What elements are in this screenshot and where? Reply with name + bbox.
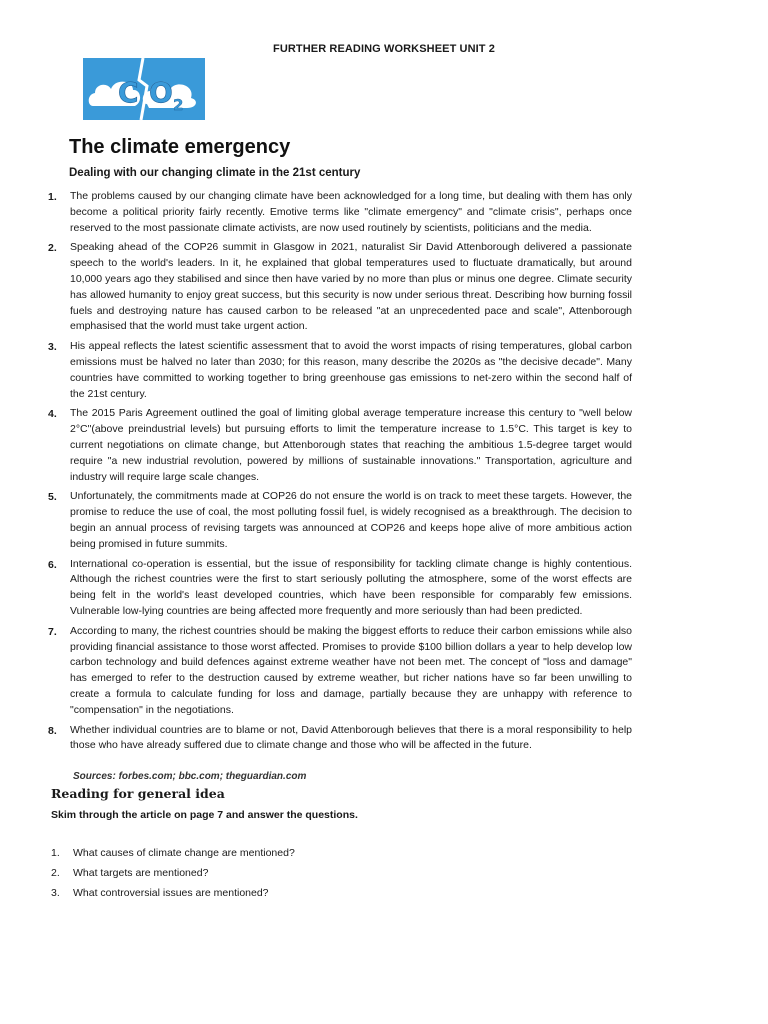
paragraph-text: According to many, the richest countries should be making the biggest efforts to reduce their carbon emissions while also providing financial assistance to those worst affected. Promises to provide $100 billion dollars a year to help develop low carbon technology and build defences against extreme weather have not been met. The concept of "loss and damage" has emerged to refer to the destruction caused by extreme weather, but richer nations have so far been unwilling to create a formula to calculate funding for loss and damage, partially because they are unhappy with reference to "compensation" in the negotiations. bbox=[70, 624, 632, 716]
exercise-heading: Reading for general idea bbox=[51, 786, 225, 801]
paragraph-text: International co-operation is essential, but the issue of responsibility for tackling climate change is highly contentious. Although the richest countries were the first to start seriously polluting the atmosphere, some of the worst effects are being felt in the world's least developed countries, which have been responsible for comparably few emissions. Vulnerable low-lying countries are being affected more frequently and more seriously than had been predicted. bbox=[70, 557, 632, 617]
paragraph-7 bbox=[44, 624, 632, 719]
paragraph-text: Unfortunately, the commitments made at COP26 do not ensure the world is on track to meet these targets. However, the promise to reduce the use of coal, the most polluting fossil fuel, is widely recognised as a breakthrough. The decision to begin an annual process of revising targets was announced at COP26 and keeps hope alive of more ambitious action being promised in future summits. bbox=[70, 490, 632, 550]
paragraph-number: 2. bbox=[48, 242, 57, 255]
question-text: What controversial issues are mentioned? bbox=[73, 887, 269, 899]
paragraph-1 bbox=[44, 189, 632, 236]
svg-text:C: C bbox=[118, 76, 139, 109]
question-number: 1. bbox=[51, 847, 60, 859]
paragraph-3 bbox=[44, 339, 632, 402]
worksheet-header: FURTHER READING WORKSHEET UNIT 2 bbox=[273, 43, 495, 55]
paragraph-text: The problems caused by our changing climate have been acknowledged for a long time, but dealing with them has only become a political priority fairly recently. Emotive terms like "climate emergency" and "climate crisis", perhaps once reserved to the most passionate climate activists, are now used routinely by scientists, politicians and the media. bbox=[70, 190, 632, 234]
paragraph-number: 5. bbox=[48, 491, 57, 504]
paragraph-text: Whether individual countries are to blame or not, David Attenborough believes that there is a moral responsibility to help those who have already suffered due to climate change and those who will be affected in the future. bbox=[70, 723, 632, 752]
paragraph-8 bbox=[44, 723, 632, 755]
paragraph-number: 7. bbox=[48, 625, 57, 638]
exercise-instruction: Skim through the article on page 7 and answer the questions. bbox=[51, 809, 358, 821]
question-number: 3. bbox=[51, 887, 60, 899]
question-number: 2. bbox=[51, 867, 60, 879]
paragraph-6 bbox=[44, 557, 632, 620]
paragraph-text: His appeal reflects the latest scientific assessment that to avoid the worst impacts of rising temperatures, global carbon emissions must be halved no later than 2030; for this reason, many describe the 2020s as "the decisive decade". Many countries have committed to working together to bring greenhouse gas emissions to net-zero within the second half of the 21st century. bbox=[70, 340, 632, 400]
question-2 bbox=[51, 865, 295, 881]
article-subtitle: Dealing with our changing climate in the 21st century bbox=[69, 167, 361, 179]
paragraph-number: 8. bbox=[48, 724, 57, 737]
co2-cloud-icon bbox=[83, 58, 205, 120]
article-sources: Sources: forbes.com; bbc.com; theguardian.com bbox=[73, 771, 307, 782]
question-3 bbox=[51, 885, 295, 901]
paragraph-text: Speaking ahead of the COP26 summit in Glasgow in 2021, naturalist Sir David Attenborough delivered a passionate speech to the world's leaders. In it, he explained that global temperatures used to fluctuate dramatically, but around 10,000 years ago they stabilised and since then have varied by no more than plus or minus one degree. Climate security has allowed humanity to enjoy great success, but this security is now under serious threat. Describing how burning fossil fuels and destroying nature has caused carbon to be released "at an unprecedented pace and scale", Attenborough emphasised that the world must take urgent action. bbox=[70, 241, 632, 333]
paragraph-text: The 2015 Paris Agreement outlined the goal of limiting global average temperature increase this century to "well below 2°C"(above preindustrial levels) but pursuing efforts to limit the temperature increase to 1.5°C. This target is key to current negotiations on climate change, but Attenborough states that reaching the ambitious 1.5-degree target would require "a new industrial revolution, powered by millions of sustainable innovations." Transportation, agriculture and industry will require large scale changes. bbox=[70, 407, 632, 483]
article-paragraphs bbox=[44, 189, 632, 758]
question-list bbox=[51, 845, 295, 905]
question-text: What causes of climate change are mentioned? bbox=[73, 847, 295, 859]
question-text: What targets are mentioned? bbox=[73, 867, 209, 879]
paragraph-number: 1. bbox=[48, 191, 57, 203]
paragraph-number: 3. bbox=[48, 341, 57, 354]
question-1 bbox=[51, 845, 295, 861]
paragraph-5 bbox=[44, 489, 632, 552]
paragraph-number: 6. bbox=[48, 558, 57, 571]
paragraph-4 bbox=[44, 406, 632, 485]
paragraph-2 bbox=[44, 240, 632, 335]
article-title: The climate emergency bbox=[69, 136, 291, 158]
paragraph-number: 4. bbox=[48, 408, 57, 421]
svg-text:O: O bbox=[149, 76, 173, 109]
svg-text:2: 2 bbox=[173, 96, 184, 114]
co2-logo bbox=[83, 58, 205, 120]
